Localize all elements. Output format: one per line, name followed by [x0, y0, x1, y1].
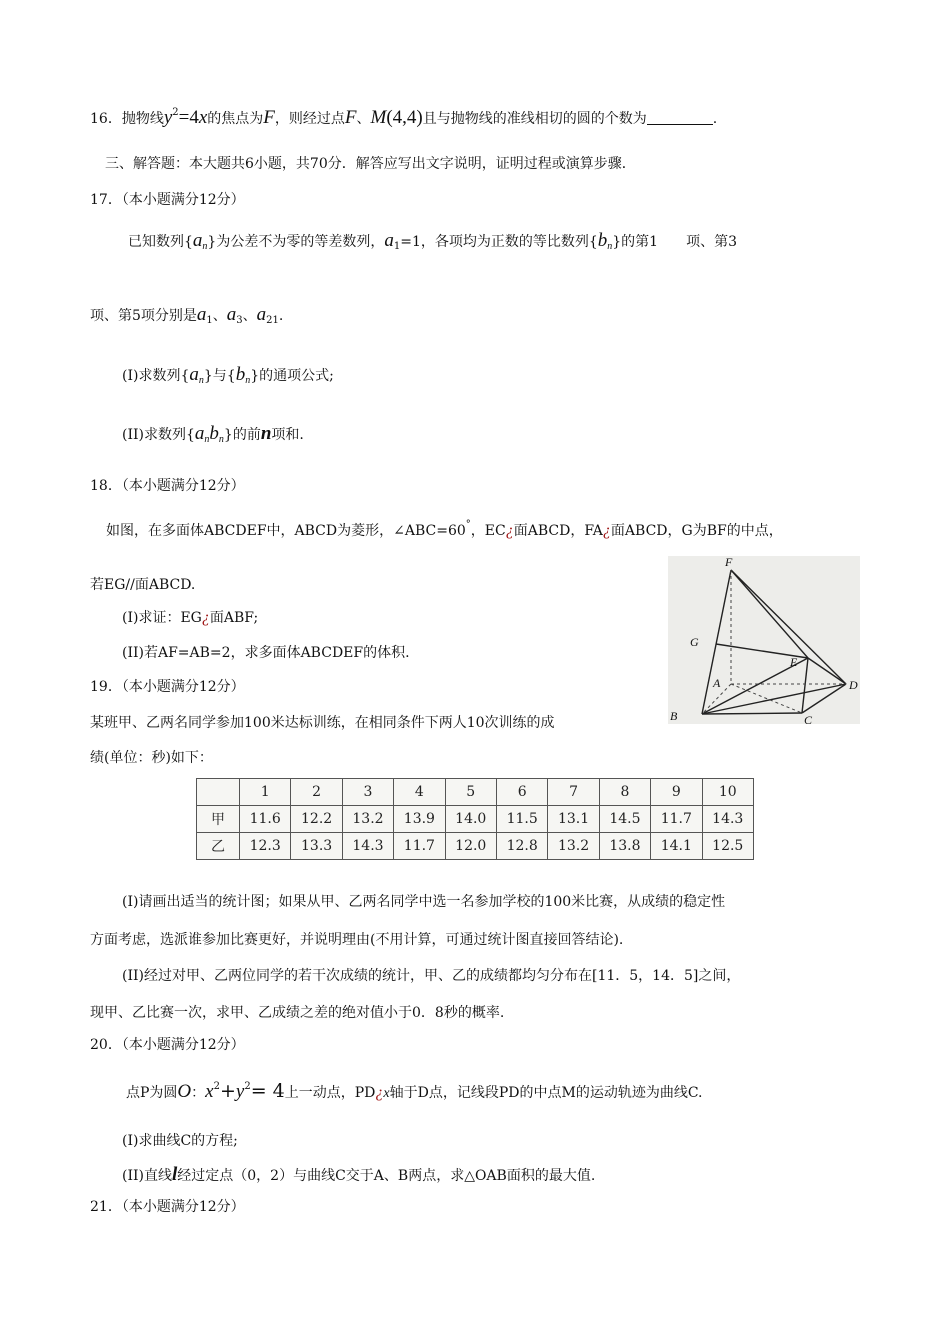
table-cell: 9 [651, 779, 702, 806]
table-cell: 乙 [197, 833, 240, 860]
edge-FE [731, 570, 808, 658]
q17-line2: 项、第5项分别是$a_1$、$a_3$、$a_{21}$. [90, 304, 284, 326]
table-cell: 11.7 [651, 806, 702, 833]
label-A: A [713, 676, 721, 690]
table-cell: 11.7 [394, 833, 445, 860]
label-D: D [849, 678, 858, 692]
answer-blank [647, 110, 713, 125]
label-G: G [690, 635, 699, 649]
q17-part2: (II)求数列$\{a_nb_n\}$的前n项和. [122, 423, 304, 445]
perp-symbol: ¿ [602, 522, 611, 539]
table-cell: 13.3 [291, 833, 342, 860]
q21-head: 21．（本小题满分12分） [90, 1199, 245, 1215]
table-row [197, 806, 754, 833]
q19-line1: 某班甲、乙两名同学参加100米达标训练，在相同条件下两人10次训练的成 [90, 715, 555, 731]
q18-part2: (II)若AF=AB=2，求多面体ABCDEF的体积. [122, 645, 410, 661]
table-cell: 14.3 [702, 806, 753, 833]
edge-FD [731, 570, 846, 684]
label-F: F [725, 556, 733, 569]
section-3-heading: 三、解答题：本大题共6小题，共70分．解答应写出文字说明，证明过程或演算步骤． [105, 156, 636, 172]
table-cell: 13.1 [548, 806, 599, 833]
q17-part1: (I)求数列$\{a_n\}$与$\{b_n\}$的通项公式; [122, 364, 334, 386]
table-cell: 6 [496, 779, 547, 806]
polyhedron-diagram [668, 556, 860, 724]
table-cell: 14.1 [651, 833, 702, 860]
table-cell: 13.8 [599, 833, 650, 860]
table-cell: 8 [599, 779, 650, 806]
edge-BC [702, 713, 802, 714]
table-cell: 12.5 [702, 833, 753, 860]
q18-line2: 若EG//面ABCD. [90, 577, 196, 593]
q19-part1a: (I)请画出适当的统计图；如果从甲、乙两名同学中选一名参加学校的100米比赛，从成绩的稳定性 [122, 894, 726, 910]
q18-part1: (I)求证：EG¿面ABF; [122, 609, 259, 626]
edge-FB [702, 570, 731, 714]
question-16: 16．抛物线$y^2=4x$的焦点为F，则经过点F、M(4,4)且与抛物线的准线相切的圆的个数为 . [90, 107, 718, 128]
table-cell: 1 [240, 779, 291, 806]
table-cell: 5 [445, 779, 496, 806]
table-cell: 13.2 [342, 806, 393, 833]
table-cell: 13.2 [548, 833, 599, 860]
table-cell: 11.5 [496, 806, 547, 833]
label-E: E [790, 655, 798, 669]
q20-part1: (I)求曲线C的方程; [122, 1133, 238, 1149]
table-cell: 4 [394, 779, 445, 806]
q19-head: 19．（本小题满分12分） [90, 679, 245, 695]
label-B: B [670, 709, 678, 723]
q17-head: 17．（本小题满分12分） [90, 192, 245, 208]
table-cell: 12.2 [291, 806, 342, 833]
edge-CE [802, 658, 808, 713]
table-cell: 13.9 [394, 806, 445, 833]
q19-part2a: (II)经过对甲、乙两位同学的若干次成绩的统计，甲、乙的成绩都均匀分布在[11．5，14．5]之间， [122, 968, 741, 984]
q18-line1: 如图，在多面体ABCDEF中，ABCD为菱形，∠ABC=60°，EC¿面ABCD，FA¿面ABCD，G为BF的中点， [106, 519, 783, 539]
table-cell: 12.8 [496, 833, 547, 860]
q19-part1b: 方面考虑，选派谁参加比赛更好，并说明理由(不用计算，可通过统计图直接回答结论). [90, 932, 624, 948]
perp-symbol: ¿ [375, 1084, 384, 1101]
table-cell: 12.3 [240, 833, 291, 860]
q17-line1: 已知数列$\{a_n\}$为公差不为零的等差数列，$a_1=1$，各项均为正数的等比数列$\{b_n\}$的第1 项、第3 [128, 230, 737, 252]
table-cell: 甲 [197, 806, 240, 833]
diagonal-AC [731, 684, 802, 713]
table-cell: 14.3 [342, 833, 393, 860]
q20-head: 20．（本小题满分12分） [90, 1037, 245, 1053]
table-cell: 3 [342, 779, 393, 806]
table-cell: 14.5 [599, 806, 650, 833]
table-cell: 12.0 [445, 833, 496, 860]
q18-head: 18．（本小题满分12分） [90, 478, 245, 494]
q20-line1: 点P为圆O：$x^2+y^2= 4$上一动点，PD¿x轴于D点，记线段PD的中点M的运动轨迹为曲线C. [126, 1080, 703, 1102]
table-cell: 7 [548, 779, 599, 806]
table-cell [197, 779, 240, 806]
q20-part2: (II)直线l经过定点（0，2）与曲线C交于A、B两点，求△OAB面积的最大值. [122, 1164, 596, 1185]
q19-part2b: 现甲、乙比赛一次，求甲、乙成绩之差的绝对值小于0．8秒的概率. [90, 1005, 505, 1021]
table-header-row [197, 779, 754, 806]
label-C: C [804, 713, 813, 724]
table-cell: 10 [702, 779, 753, 806]
q19-line2: 绩(单位：秒)如下： [90, 750, 213, 766]
table-cell: 2 [291, 779, 342, 806]
perp-symbol: ¿ [201, 609, 210, 626]
table-row [197, 833, 754, 860]
table-cell: 11.6 [240, 806, 291, 833]
table-cell: 14.0 [445, 806, 496, 833]
perp-symbol: ¿ [505, 522, 514, 539]
edge-ED [808, 658, 846, 684]
polyhedron-figure [668, 556, 860, 724]
training-score-table [196, 778, 754, 860]
